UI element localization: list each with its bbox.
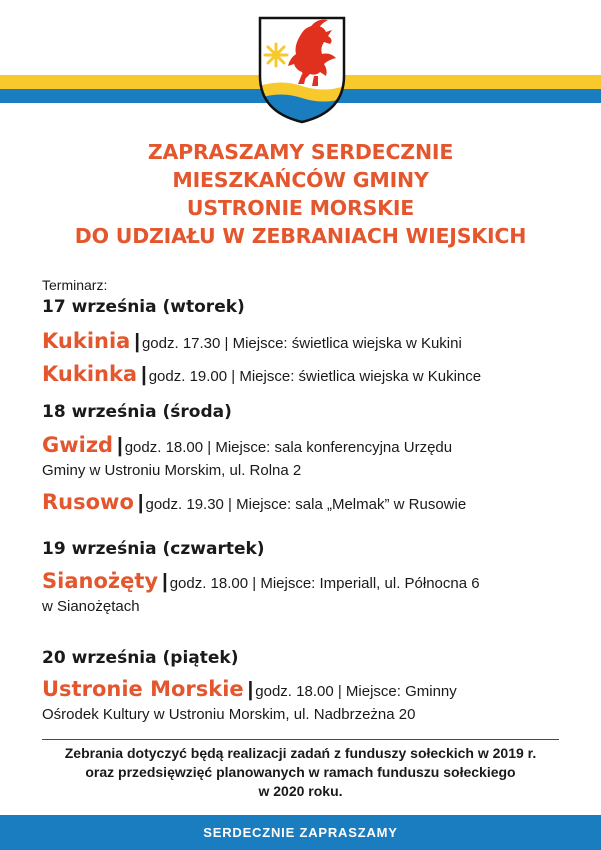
schedule-label: Terminarz: bbox=[42, 277, 108, 293]
invitation-title bbox=[0, 138, 601, 250]
meeting-details: godz. 18.00 | Miejsce: Gminny bbox=[255, 683, 457, 700]
meeting-details: godz. 17.30 | Miejsce: świetlica wiejska w Kukini bbox=[141, 335, 462, 352]
day-heading: 17 września (wtorek) bbox=[42, 297, 245, 317]
footer-band bbox=[0, 815, 601, 850]
meeting-entry-kukinka: Kukinka | godz. 19.00 | Miejsce: świetlica wiejska w Kukince bbox=[42, 362, 482, 386]
title-line: MIESZKAŃCÓW GMINY bbox=[172, 168, 429, 192]
village-name: Sianożęty bbox=[42, 569, 159, 593]
day-heading: 18 września (środa) bbox=[42, 402, 232, 422]
day-heading: 20 września (piątek) bbox=[42, 648, 239, 668]
meeting-entry-gwizd: Gwizd | godz. 18.00 | Miejsce: sala konferencyjna Urzędu Gminy w Ustroniu Morskim, ul. Rolna 2 bbox=[42, 434, 572, 482]
title-line: DO UDZIAŁU W ZEBRANIACH WIEJSKICH bbox=[74, 224, 527, 248]
village-name: Kukinka bbox=[42, 362, 138, 386]
meeting-details: godz. 19.00 | Miejsce: świetlica wiejska w Kukince bbox=[148, 368, 482, 385]
title-line: USTRONIE MORSKIE bbox=[186, 196, 415, 220]
meeting-details: godz. 19.30 | Miejsce: sala „Melmak” w Rusowie bbox=[145, 496, 467, 513]
meeting-details-continued: Ośrodek Kultury w Ustroniu Morskim, ul. Nadbrzeżna 20 bbox=[42, 706, 416, 723]
meeting-details: godz. 18.00 | Miejsce: Imperiall, ul. Północna 6 bbox=[169, 575, 480, 592]
footnote-line: oraz przedsięwzięć planowanych w ramach funduszu sołeckiego bbox=[85, 764, 516, 780]
day-heading: 19 września (czwartek) bbox=[42, 539, 265, 559]
village-name: Ustronie Morskie bbox=[42, 677, 244, 701]
meeting-details: godz. 18.00 | Miejsce: sala konferencyjna Urzędu bbox=[124, 439, 453, 456]
meeting-entry-sianozety: Sianożęty | godz. 18.00 | Miejsce: Imperiall, ul. Północna 6 w Sianożętach bbox=[42, 570, 572, 618]
meeting-entry-rusowo: Rusowo | godz. 19.30 | Miejsce: sala „Melmak” w Rusowie bbox=[42, 490, 467, 514]
village-name: Gwizd bbox=[42, 433, 114, 457]
footnote-divider bbox=[42, 739, 559, 740]
footnote bbox=[30, 744, 571, 801]
meeting-entry-kukinia: Kukinia | godz. 17.30 | Miejsce: świetlica wiejska w Kukini bbox=[42, 329, 462, 353]
village-name: Rusowo bbox=[42, 490, 134, 514]
meeting-details-continued: w Sianożętach bbox=[42, 598, 140, 615]
footer-label: SERDECZNIE ZAPRASZAMY bbox=[203, 825, 398, 840]
village-name: Kukinia bbox=[42, 329, 131, 353]
footnote-line: w 2020 roku. bbox=[258, 783, 343, 799]
meeting-details-continued: Gminy w Ustroniu Morskim, ul. Rolna 2 bbox=[42, 462, 302, 479]
title-line: ZAPRASZAMY SERDECZNIE bbox=[147, 140, 454, 164]
meeting-entry-ustronie-morskie: Ustronie Morskie | godz. 18.00 | Miejsce: Gminny Ośrodek Kultury w Ustroniu Morskim, ul. Nadbrzeżna 20 bbox=[42, 678, 572, 726]
footnote-line: Zebrania dotyczyć będą realizacji zadań z funduszy sołeckich w 2019 r. bbox=[64, 745, 537, 761]
griffin-coat-of-arms-icon bbox=[254, 14, 350, 126]
